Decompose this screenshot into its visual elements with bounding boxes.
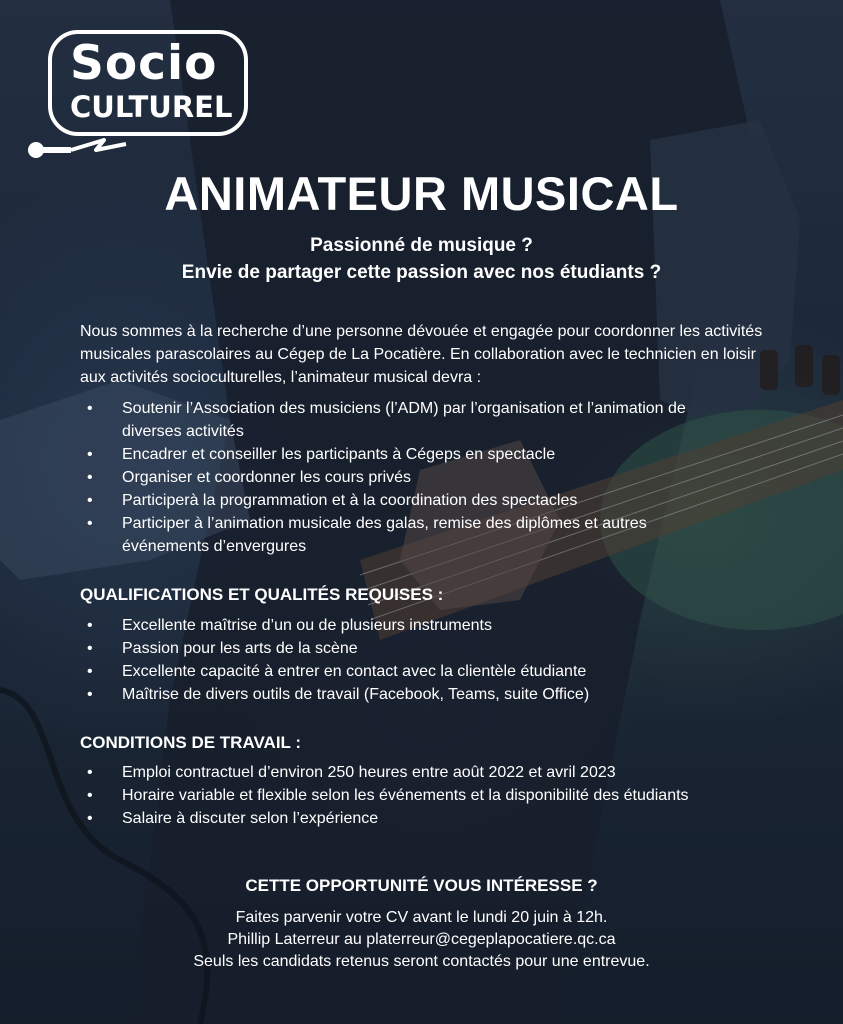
bullet: • (87, 787, 93, 804)
logo-text-socio: Socio (70, 36, 218, 91)
bullet: • (87, 640, 93, 657)
subtitle (0, 232, 843, 286)
cta-details (0, 907, 843, 973)
list-item: • Participerà la programmation et à la coordination des spectacles (80, 489, 732, 512)
conditions-heading: CONDITIONS DE TRAVAIL : (80, 733, 301, 752)
job-title: ANIMATEUR MUSICAL (164, 167, 679, 220)
list-item: • Participer à l’animation musicale des galas, remise des diplômes et autres événements d’envergures (80, 512, 732, 558)
cta-line-deadline: Faites parvenir votre CV avant le lundi 20 juin à 12h. (235, 909, 608, 926)
cta-line-contact-email: Phillip Laterreur au platerreur@cegeplapocatiere.qc.ca (227, 931, 616, 948)
list-item: • Emploi contractuel d’environ 250 heures entre août 2022 et avril 2023 (80, 761, 780, 784)
bullet: • (87, 663, 93, 680)
bullet: • (87, 686, 93, 703)
bullet: • (87, 492, 93, 509)
subtitle-line-2: Envie de partager cette passion avec nos étudiants ? (181, 262, 662, 283)
list-item: • Excellente maîtrise d’un ou de plusieurs instruments (80, 614, 780, 637)
list-item: • Encadrer et conseiller les participants à Cégeps en spectacle (80, 443, 732, 466)
bullet: • (87, 810, 93, 827)
list-item: • Excellente capacité à entrer en contact avec la clientèle étudiante (80, 660, 780, 683)
list-item: • Soutenir l’Association des musiciens (l’ADM) par l’organisation et l’animation de diverses activités (80, 397, 732, 443)
subtitle-line-1: Passionné de musique ? (310, 235, 533, 256)
bullet: • (87, 469, 93, 486)
list-item: • Horaire variable et flexible selon les événements et la disponibilité des étudiants (80, 784, 780, 807)
cta-line-note: Seuls les candidats retenus seront contactés pour une entrevue. (193, 953, 650, 970)
bullet: • (87, 515, 93, 532)
bullet: • (87, 764, 93, 781)
qualifications-heading: QUALIFICATIONS ET QUALITÉS REQUISES : (80, 585, 444, 604)
list-item: • Maîtrise de divers outils de travail (Facebook, Teams, suite Office) (80, 683, 780, 706)
bullet: • (87, 400, 93, 417)
logo-text-culturel: CULTUREL (70, 90, 233, 124)
cta-heading: CETTE OPPORTUNITÉ VOUS INTÉRESSE ? (245, 876, 598, 895)
intro-paragraph: Nous sommes à la recherche d’une personne dévouée et engagée pour coordonner les activités musicales parascolaires au Cégep de La Pocatière. En collaboration avec le technicien en loisir aux activités socioculturelles, l’animateur musical devra : (80, 323, 763, 386)
microphone-icon (26, 126, 136, 166)
list-item: • Salaire à discuter selon l’expérience (80, 807, 780, 830)
bullet: • (87, 617, 93, 634)
duties-list (80, 397, 780, 558)
conditions-list (80, 761, 780, 830)
list-item: • Passion pour les arts de la scène (80, 637, 780, 660)
bullet: • (87, 446, 93, 463)
qualifications-list (80, 614, 780, 706)
list-item: • Organiser et coordonner les cours privés (80, 466, 732, 489)
socio-culturel-logo (26, 30, 254, 164)
